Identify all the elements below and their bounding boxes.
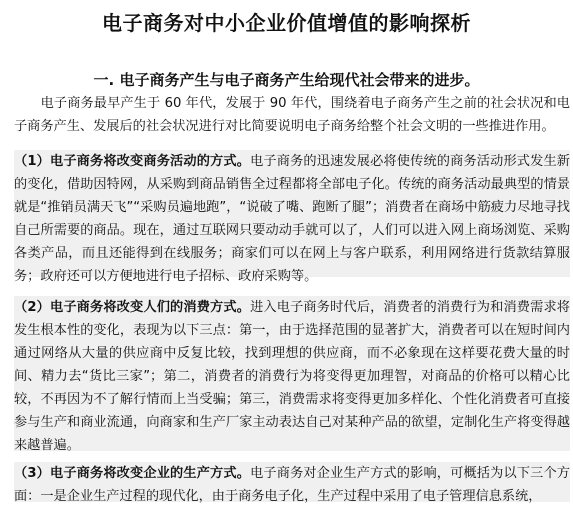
document-title: 电子商务对中小企业价值增值的影响探析: [102, 11, 471, 35]
point-2-text: 进入电子商务时代后，消费者的消费行为和消费需求将发生根本性的变化，表现为以下三点：第一，由于选择范围的显著扩大，消费者可以在短时间内通过网络从大量的供应商中反复比较，找到理想的供应商，而不必象现在这样要花费大量的时间、精力去“货比三家”；第二，消费者的消费行为将变得更加理智，对商品的价格可以精心比较，不再因为不了解行情而上当受骗；第三，消费需求将变得更加多样化、个性化消费者可直接参与生产和商业流通，向商家和生产厂家主动表达自己对某种产品的欲望，定制化生产将变得越来越普遍。: [14, 300, 570, 453]
point-3-paragraph: [14, 462, 570, 502]
intro-paragraph: [14, 92, 570, 138]
point-2-lead: （2）电子商务将改变人们的消费方式。: [14, 300, 251, 315]
point-1-text: 电子商务的迅速发展必将使传统的商务活动形式发生新的变化，借助因特网，从采购到商品销售全过程都将全部电子化。传统的商务活动最典型的情景就是“推销员满天飞”“采购员遍地跑”，“说破了嘴、跑断了腿”；消费者在商场中筋疲力尽地寻找自己所需要的商品。现在，通过互联网只要动动手就可以了，人们可以进入网上商场浏览、采购各类产品，而且还能得到在线服务；商家们可以在网上与客户联系，利用网络进行货款结算服务；政府还可以方便地进行电子招标、政府采购等。: [14, 154, 570, 284]
point-1-paragraph: [14, 150, 570, 284]
point-3-lead: （3）电子商务将改变企业的生产方式。: [14, 466, 251, 481]
point-2-paragraph: [14, 296, 570, 451]
point-1-lead: （1）电子商务将改变商务活动的方式。: [14, 154, 251, 169]
intro-text: 电子商务最早产生于 60 年代，发展于 90 年代，围绕着电子商务产生之前的社会状况和电子商务产生、发展后的社会状况进行对比简要说明电子商务给整个社会文明的一些推进作用。: [14, 96, 570, 134]
point-3-text: 电子商务对企业生产方式的影响，可概括为以下三个方面：一是企业生产过程的现代化，由于商务电子化，生产过程中采用了电子管理信息系统，: [14, 466, 570, 504]
section-heading: 一. 电子商务产生与电子商务产生给现代社会带来的进步。: [93, 71, 480, 89]
